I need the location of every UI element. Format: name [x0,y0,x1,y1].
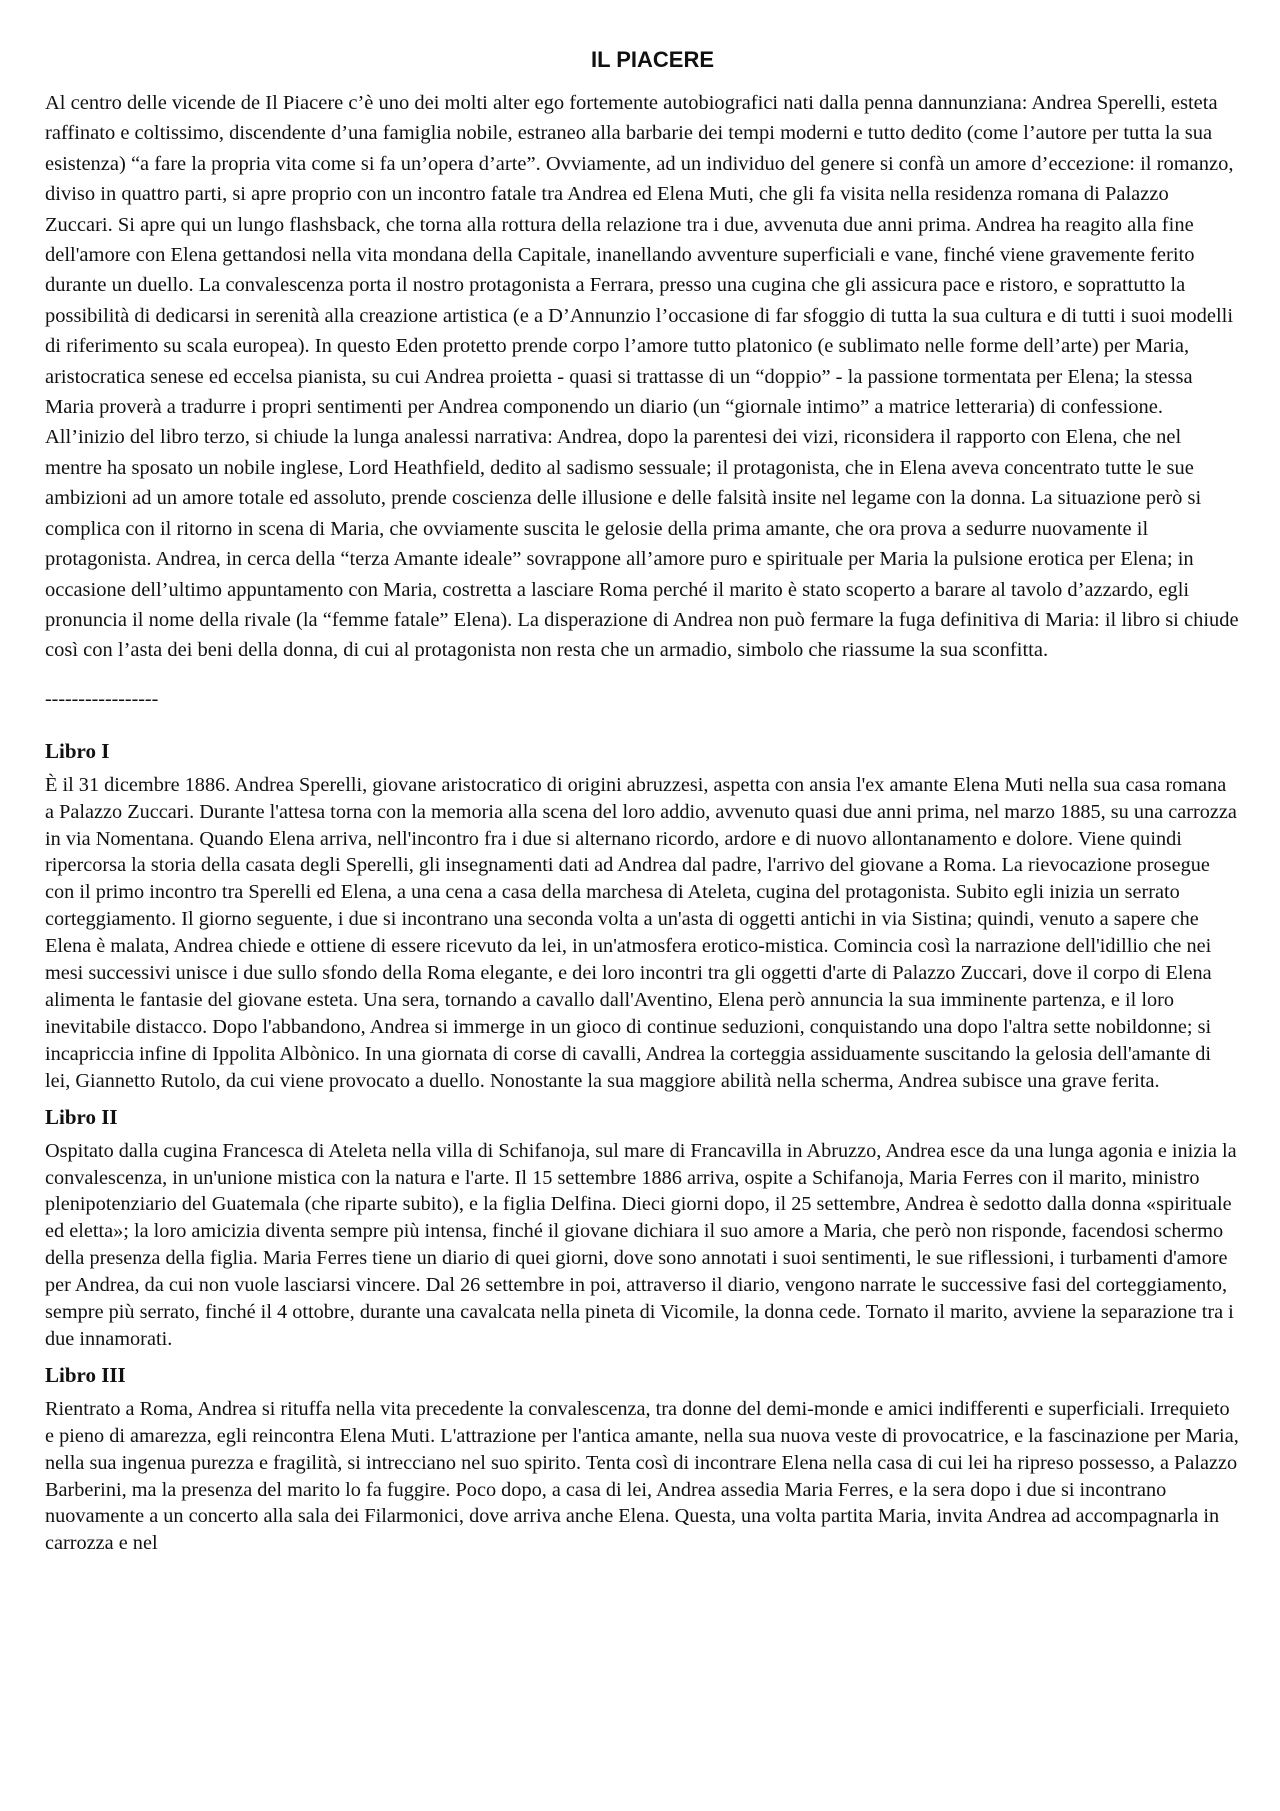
section-body-libro-2: Ospitato dalla cugina Francesca di Ateleta nella villa di Schifanoja, sul mare di Francavilla in Abruzzo, Andrea esce da una lunga agonia e inizia la convalescenza, in un'unione mistica con la natura e l'arte. Il 15 settembre 1886 arriva, ospite a Schifanoja, Maria Ferres con il marito, ministro plenipotenziario del Guatemala (che riparte subito), e la figlia Delfina. Dieci giorni dopo, il 25 settembre, Andrea è sedotto dalla donna «spirituale ed eletta»; la loro amicizia diventa sempre più intensa, finché il giovane dichiara il suo amore a Maria, che però non risponde, facendosi schermo della presenza della figlia. Maria Ferres tiene un diario di quei giorni, dove sono annotati i suoi sentimenti, le sue riflessioni, i turbamenti d'amore per Andrea, da cui non vuole lasciarsi vincere. Dal 26 settembre in poi, attraverso il diario, vengono narrate le successive fasi del corteggiamento, sempre più serrato, finché il 4 ottobre, durante una cavalcata nella pineta di Vicomile, la donna cede. Tornato il marito, avviene la separazione tra i due innamorati. [45,1139,1237,1350]
intro-paragraph: Al centro delle vicende de Il Piacere c’è uno dei molti alter ego fortemente autobiografici nati dalla penna dannunziana: Andrea Sperelli, esteta raffinato e coltissimo, discendente d’una famiglia nobile, estraneo alla barbarie dei tempi moderni e tutto dedito (come l’autore per tutta la sua esistenza) “a fare la propria vita come si fa un’opera d’arte”. Ovviamente, ad un individuo del genere si confà un amore d’eccezione: il romanzo, diviso in quattro parti, si apre proprio con un incontro fatale tra Andrea ed Elena Muti, che gli fa visita nella residenza romana di Palazzo Zuccari. Si apre qui un lungo flashsback, che torna alla rottura della relazione tra i due, avvenuta due anni prima. Andrea ha reagito alla fine dell'amore con Elena gettandosi nella vita mondana della Capitale, inanellando avventure superficiali e vane, finché viene gravemente ferito durante un duello. La convalescenza porta il nostro protagonista a Ferrara, presso una cugina che gli assicura pace e ristoro, e soprattutto la possibilità di dedicarsi in serenità alla creazione artistica (e a D’Annunzio l’occasione di far sfoggio di tutta la sua cultura e di tutti i suoi modelli di riferimento su scala europea). In questo Eden protetto prende corpo l’amore tutto platonico (e sublimato nelle forme dell’arte) per Maria, aristocratica senese ed eccelsa pianista, su cui Andrea proietta - quasi si trattasse di un “doppio” - la passione tormentata per Elena; la stessa Maria proverà a tradurre i propri sentimenti per Andrea componendo un diario (un “giornale intimo” a matrice letteraria) di confessione. All’inizio del libro terzo, si chiude la lunga analessi narrativa: Andrea, dopo la parentesi dei vizi, riconsidera il rapporto con Elena, che nel mentre ha sposato un nobile inglese, Lord Heathfield, dedito al sadismo sessuale; il protagonista, che in Elena aveva concentrato tutte le sue ambizioni ad un amore totale ed assoluto, prende coscienza delle illusione e delle falsità insite nel legame con la donna. La situazione però si complica con il ritorno in scena di Maria, che ovviamente suscita le gelosie della prima amante, che ora prova a sedurre nuovamente il protagonista. Andrea, in cerca della “terza Amante ideale” sovrappone all’amore puro e spirituale per Maria la pulsione erotica per Elena; in occasione dell’ultimo appuntamento con Maria, costretta a lasciare Roma perché il marito è stato scoperto a barare al tavolo d’azzardo, egli pronuncia il nome della rivale (la “femme fatale” Elena). La disperazione di Andrea non può fermare la fuga definitiva di Maria: il libro si chiude così con l’asta dei beni della donna, di cui al protagonista non resta che un armadio, simbolo che riassume la sua sconfitta. [45,92,1239,662]
separator-line: ----------------- [45,687,159,710]
section-heading-libro-1: Libro I [45,738,110,763]
document-page [45,0,1240,1557]
document-title: IL PIACERE [590,47,715,72]
section-body-libro-3: Rientrato a Roma, Andrea si rituffa nella vita precedente la convalescenza, tra donne del demi-monde e amici indifferenti e superficiali. Irrequieto e pieno di amarezza, egli reincontra Elena Muti. L'attrazione per l'antica amante, nella sua nuova veste di provocatrice, e la fascinazione per Maria, nella sua ingenua purezza e fragilità, si intrecciano nel suo spirito. Tenta così di incontrare Elena nella casa di cui lei ha ripreso possesso, a Palazzo Barberini, ma la presenza del marito lo fa fuggire. Poco dopo, a casa di lei, Andrea assedia Maria Ferres, e la sera dopo i due si incontrano nuovamente a un concerto alla sala dei Filarmonici, dove arriva anche Elena. Questa, una volta partita Maria, invita Andrea ad accompagnarla in carrozza e nel [45,1397,1239,1555]
section-body-libro-1: È il 31 dicembre 1886. Andrea Sperelli, giovane aristocratico di origini abruzzesi, aspetta con ansia l'ex amante Elena Muti nella sua casa romana a Palazzo Zuccari. Durante l'attesa torna con la memoria alla scena del loro addio, avvenuto quasi due anni prima, nel marzo 1885, su una carrozza in via Nomentana. Quando Elena arriva, nell'incontro fra i due si alternano ricordo, ardore e di nuovo allontanamento e dolore. Viene quindi ripercorsa la storia della casata degli Sperelli, gli insegnamenti dati ad Andrea dal padre, l'arrivo del giovane a Roma. La rievocazione prosegue con il primo incontro tra Sperelli ed Elena, a una cena a casa della marchesa di Ateleta, cugina del protagonista. Subito egli inizia un serrato corteggiamento. Il giorno seguente, i due si incontrano una seconda volta a un'asta di oggetti antichi in via Sistina; quindi, venuto a sapere che Elena è malata, Andrea chiede e ottiene di essere ricevuto da lei, in un'atmosfera erotico-mistica. Comincia così la narrazione dell'idillio che nei mesi successivi unisce i due sullo sfondo della Roma elegante, e dei loro incontri tra gli oggetti d'arte di Palazzo Zuccari, dove il corpo di Elena alimenta le fantasie del giovane esteta. Una sera, tornando a cavallo dall'Aventino, Elena però annuncia la sua imminente partenza, e il loro inevitabile distacco. Dopo l'abbandono, Andrea si immerge in un gioco di continue seduzioni, conquistando una dopo l'altra sette nobildonne; si incapriccia infine di Ippolita Albònico. In una giornata di corse di cavalli, Andrea la corteggia assiduamente suscitando la gelosia dell'amante di lei, Giannetto Rutolo, da cui viene provocato a duello. Nonostante la sua maggiore abilità nella scherma, Andrea subisce una grave ferita. [45,773,1237,1092]
section-heading-libro-3: Libro III [45,1362,126,1387]
section-heading-libro-2: Libro II [45,1104,118,1129]
